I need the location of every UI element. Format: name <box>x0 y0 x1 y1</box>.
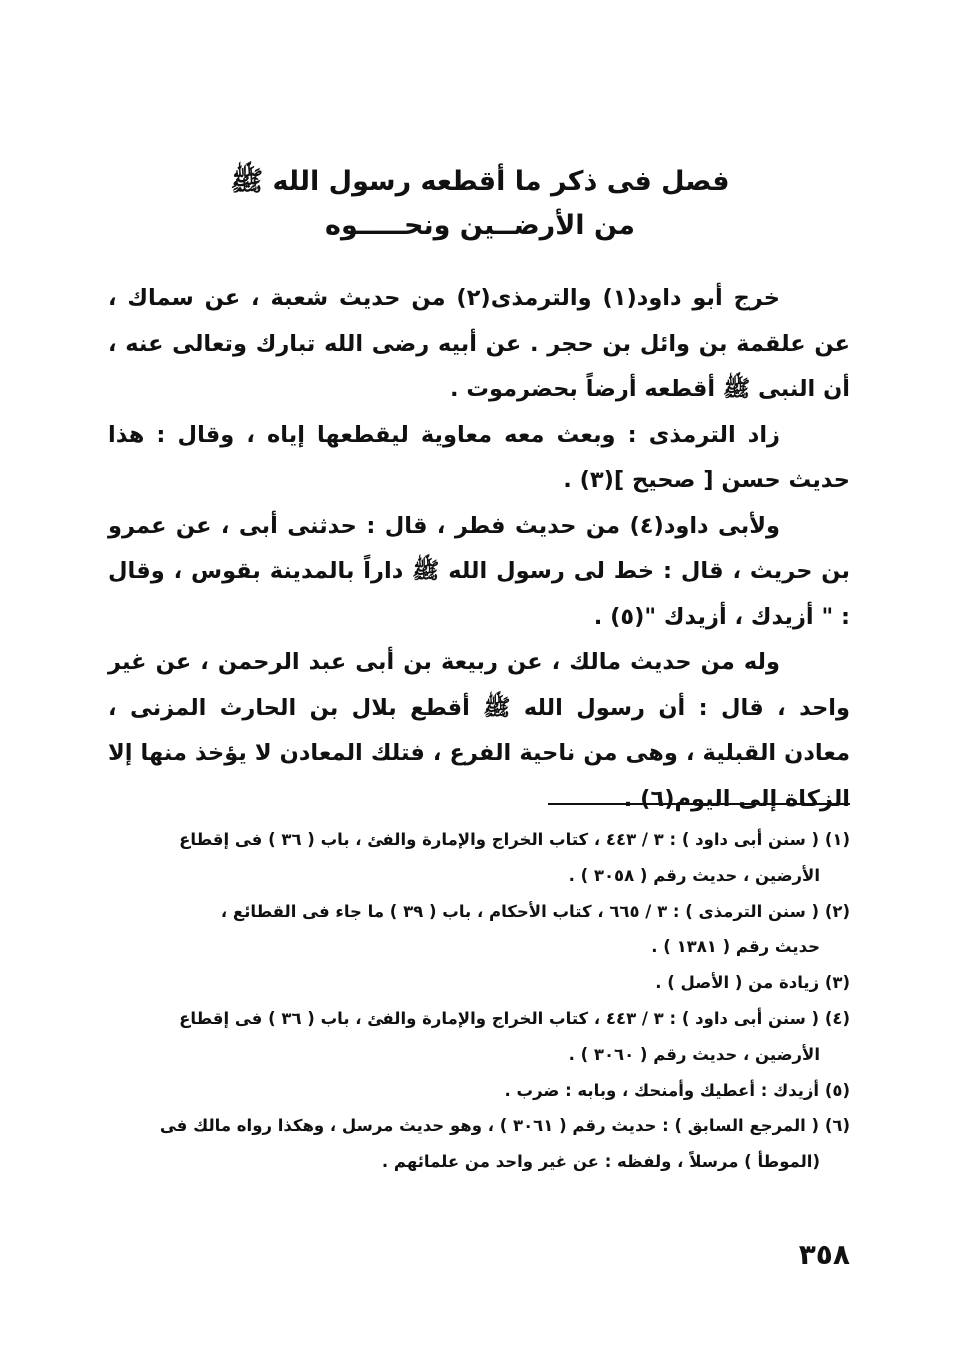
footnote-line: الأرضين ، حديث رقم ( ٣٠٦٠ ) . <box>568 1044 820 1064</box>
chapter-title-line-2: من الأرضــين ونحـــــوه <box>325 210 635 241</box>
main-text <box>108 276 850 822</box>
page-number: ٣٥٨ <box>798 1238 850 1271</box>
paragraph: خرج أبو داود(١) والترمذى(٢) من حديث شعبة ، عن سماك ، عن علقمة بن وائل بن حجر . عن أبيه رضى الله تبارك وتعالى عنه ، أن النبى ﷺ أقطعه أرضاً بحضرموت . <box>108 285 850 402</box>
footnote-line: (١) ( سنن أبى داود ) : ٣ / ٤٤٣ ، كتاب الخراج والإمارة والفئ ، باب ( ٣٦ ) فى إقطاع <box>179 830 850 849</box>
footnote <box>108 822 850 894</box>
footnote <box>108 894 850 966</box>
footnote-line: (٣) زيادة من ( الأصل ) . <box>655 973 850 993</box>
footnote-line: (٦) ( المرجع السابق ) : حديث رقم ( ٣٠٦١ ) ، وهو حديث مرسل ، وهكذا رواه مالك فى <box>159 1116 850 1136</box>
paragraph: ولأبى داود(٤) من حديث فطر ، قال : حدثنى أبى ، عن عمرو بن حريث ، قال : خط لى رسول الله ﷺ داراً بالمدينة بقوس ، وقال : " أزيدك ، أزيدك "(٥) . <box>108 512 850 630</box>
footnote <box>108 965 850 1001</box>
footnote <box>108 1073 850 1109</box>
footnotes <box>108 822 850 1180</box>
footnote-line: حديث رقم ( ١٣٨١ ) . <box>651 937 820 957</box>
footnote <box>108 1108 850 1180</box>
footnote-line: (٢) ( سنن الترمذى ) : ٣ / ٦٦٥ ، كتاب الأحكام ، باب ( ٣٩ ) ما جاء فى القطائع ، <box>220 901 850 921</box>
footnote-line: (٥) أزيدك : أعطيك وأمنحك ، وبابه : ضرب . <box>504 1080 850 1100</box>
footnote-line: (الموطأ ) مرسلاً ، ولفظه : عن غير واحد من علمائهم . <box>381 1152 820 1172</box>
chapter-title-line-1: فصل فى ذكر ما أقطعه رسول الله ﷺ <box>230 166 730 197</box>
footnote-line: (٤) ( سنن أبى داود ) : ٣ / ٤٤٣ ، كتاب الخراج والإمارة والفئ ، باب ( ٣٦ ) فى إقطاع <box>179 1008 850 1028</box>
footnote <box>108 1001 850 1073</box>
footnote-line: الأرضين ، حديث رقم ( ٣٠٥٨ ) . <box>568 865 820 885</box>
footnote-divider <box>548 803 850 805</box>
paragraph: زاد الترمذى : وبعث معه معاوية ليقطعها إياه ، وقال : هذا حديث حسن [ صحيح ](٣) . <box>108 421 850 493</box>
paragraph: وله من حديث مالك ، عن ربيعة بن أبى عبد الرحمن ، عن غير واحد ، قال : أن رسول الله ﷺ أقطع بلال بن الحارث المزنى ، معادن القبلية ، وهى من ناحية الفرع ، فتلك المعادن لا يؤخذ منها إلا الزكاة إلى اليوم(٦) . <box>108 649 850 812</box>
